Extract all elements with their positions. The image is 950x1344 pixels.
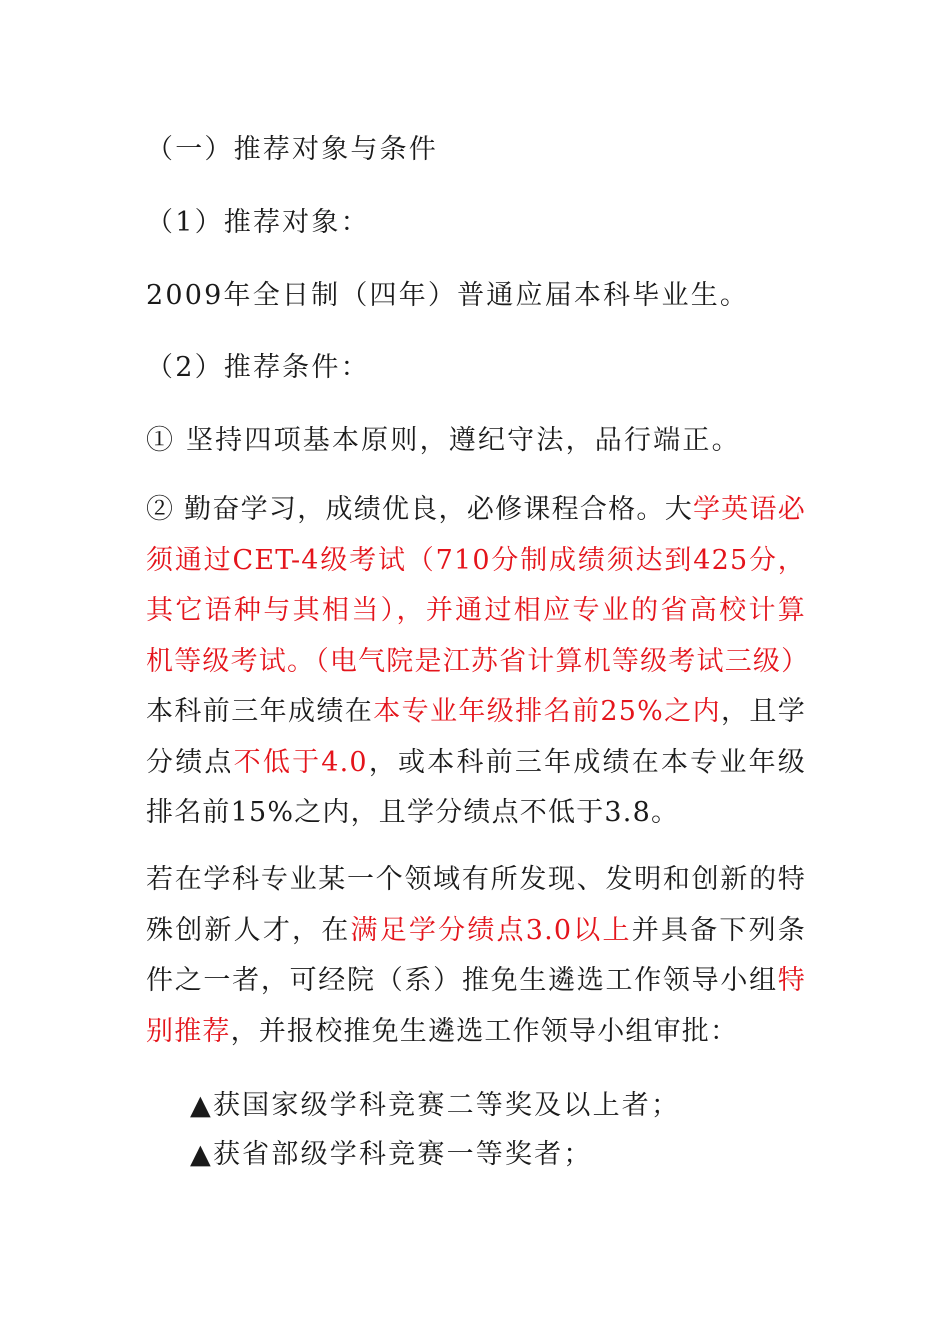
special-part-5: ，并报校推免生遴选工作领导小组审批： xyxy=(230,1015,739,1047)
section-title: （一）推荐对象与条件 xyxy=(146,134,438,165)
recommend-target-text: 2009年全日制（四年）普通应届本科毕业生。 xyxy=(146,280,750,311)
condition-2-paragraph xyxy=(146,485,810,839)
recommend-conditions-heading: （2）推荐条件： xyxy=(146,352,370,383)
special-part-1: 若在学科专业某一个领域有所发现、发明和创新的特殊创新人才，在 xyxy=(146,864,806,946)
bullet-national-award: ▲获国家级学科竞赛二等奖及以上者； xyxy=(190,1090,681,1121)
condition-2-part-7: ，或本科前三年成绩在本专业年级排名前15%之内，且学分绩点不低于3.8。 xyxy=(146,746,807,828)
condition-2-part-3: 本科前三年成绩在 xyxy=(146,696,374,727)
condition-2-part-5: ，且学分绩点 xyxy=(146,696,806,778)
condition-1: ① 坚持四项基本原则，遵纪守法，品行端正。 xyxy=(146,425,741,456)
recommend-target-heading: （1）推荐对象： xyxy=(146,207,370,238)
condition-2-highlight-english-computer: 学英语必须通过CET-4级考试（710分制成绩须达到425分，其它语种与其相当），并通过相应专业的省高校计算机等级考试。（电气院是江苏省计算机等级考试三级） xyxy=(146,494,810,677)
special-talent-paragraph xyxy=(146,855,806,1057)
bullet-provincial-award: ▲获省部级学科竞赛一等奖者； xyxy=(190,1139,593,1170)
condition-2-part-1: ② 勤奋学习，成绩优良，必修课程合格。大 xyxy=(146,494,693,525)
condition-2-highlight-gpa: 不低于4.0 xyxy=(233,746,368,778)
special-highlight-recommend: 特别推荐 xyxy=(146,965,806,1047)
special-part-3: 并具备下列条件之一者，可经院（系）推免生遴选工作领导小组 xyxy=(146,914,806,996)
special-highlight-gpa: 满足学分绩点3.0以上 xyxy=(350,914,632,946)
condition-2-highlight-rank: 本专业年级排名前25%之内 xyxy=(373,696,721,727)
